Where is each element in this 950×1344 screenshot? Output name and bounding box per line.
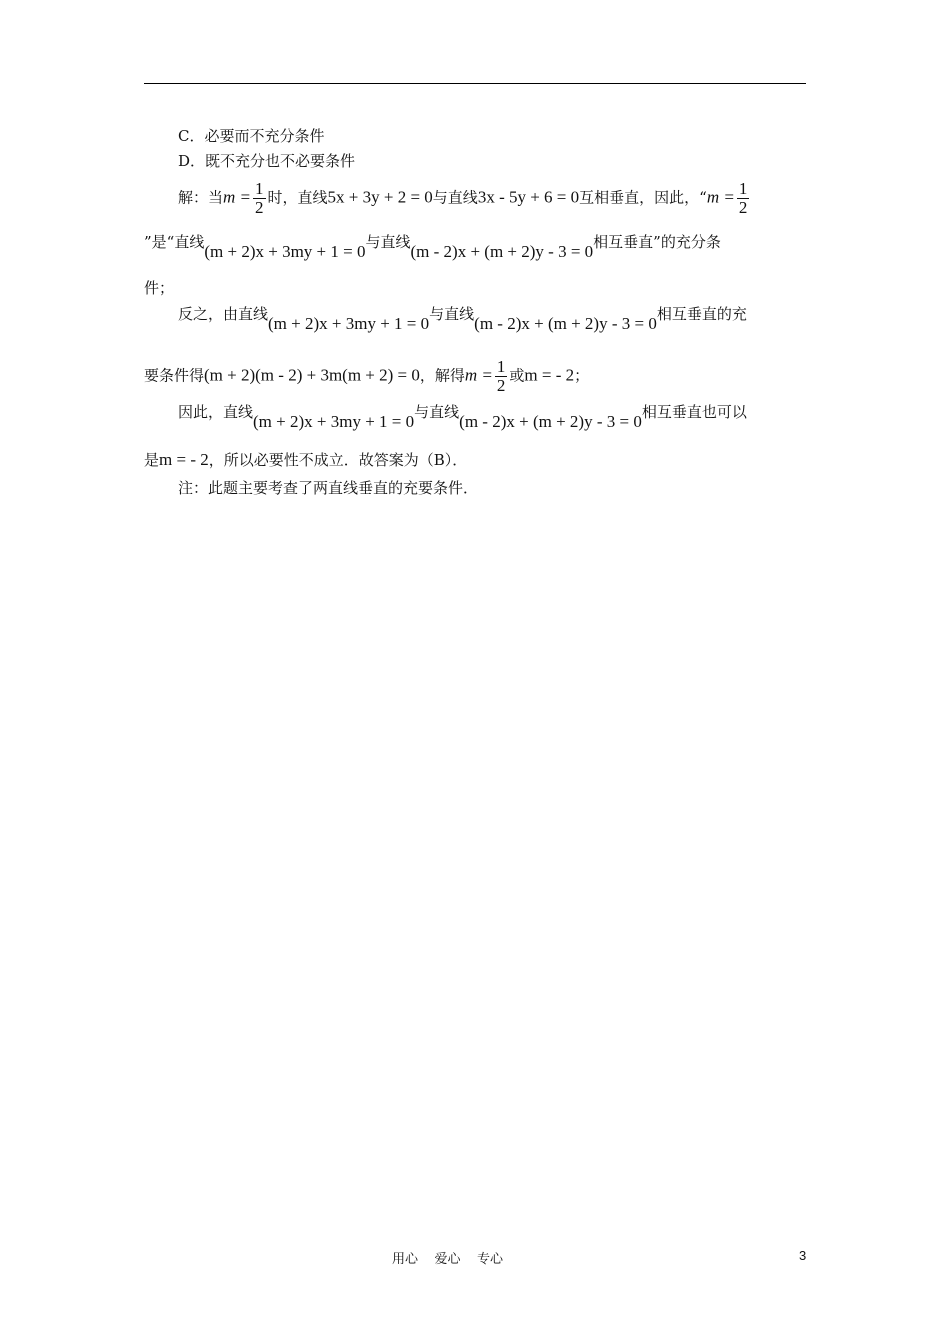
equation-b: (m - 2)x + (m + 2)y - 3 = 0 (459, 412, 642, 431)
fraction-numerator: 1 (496, 357, 506, 376)
equation-b: (m - 2)x + (m + 2)y - 3 = 0 (474, 314, 657, 333)
text: 与直线 (414, 403, 460, 421)
equation-b: (m - 2)x + (m + 2)y - 3 = 0 (410, 242, 594, 261)
text: 是 (144, 451, 160, 469)
text: 因此，直线 (178, 403, 254, 421)
solution-line-6 (178, 402, 747, 431)
equation-a: (m + 2)x + 3my + 1 = 0 (268, 314, 430, 333)
option-c: C．必要而不充分条件 (178, 127, 325, 145)
equation-a: (m + 2)x + 3my + 1 = 0 (204, 242, 366, 261)
header-rule (144, 83, 806, 84)
solution-line-5 (144, 358, 589, 395)
equation-product: (m + 2)(m - 2) + 3m(m + 2) = 0 (204, 365, 420, 385)
fraction-one-half (737, 180, 750, 217)
m-equals: m = (464, 365, 493, 385)
text: 与直线 (365, 233, 411, 251)
text: 或 (509, 366, 525, 385)
text: 互相垂直，因此，“ (579, 188, 707, 207)
equation-m-neg2: m = - 2 (159, 450, 209, 469)
option-d: D．既不充分也不必要条件 (178, 152, 356, 170)
fraction-denominator: 2 (255, 198, 264, 217)
equation-m-neg2: m = - 2 (524, 365, 575, 385)
text: 时，直线 (267, 188, 328, 207)
equation-line-2: 3x - 5y + 6 = 0 (477, 187, 580, 207)
equation-a: (m + 2)x + 3my + 1 = 0 (253, 412, 415, 431)
text: ，所以必要性不成立．故答案为（B）． (208, 451, 468, 469)
solution-line-3: 件； (144, 279, 175, 297)
solution-line-1 (178, 180, 751, 217)
m-equals: m = (223, 187, 252, 207)
solution-prefix: 解：当 (178, 188, 224, 207)
solution-line-7 (144, 450, 467, 470)
fraction-one-half (495, 358, 508, 395)
m-equals: m = (706, 187, 735, 207)
equation-line-1: 5x + 3y + 2 = 0 (327, 187, 433, 207)
text: 与直线 (432, 188, 478, 207)
fraction-denominator: 2 (496, 376, 506, 395)
text: ”是“直线 (144, 233, 205, 251)
fraction-numerator: 1 (255, 179, 264, 198)
text: 要条件得 (144, 366, 205, 385)
text: 反之，由直线 (178, 305, 269, 323)
solution-line-2 (144, 232, 721, 261)
fraction-one-half (253, 180, 266, 217)
text: ； (574, 366, 590, 385)
fraction-numerator: 1 (738, 179, 748, 198)
text: 与直线 (429, 305, 475, 323)
text: 相互垂直”的充分条 (593, 233, 721, 251)
fraction-denominator: 2 (738, 198, 748, 217)
text: 相互垂直也可以 (641, 403, 747, 421)
page-number: 3 (799, 1248, 807, 1263)
note-line: 注：此题主要考查了两直线垂直的充要条件． (178, 479, 479, 497)
text: ，解得 (419, 366, 465, 385)
text: 相互垂直的充 (656, 305, 747, 323)
footer-motto: 用心 爱心 专心 (392, 1252, 504, 1267)
solution-line-4 (178, 304, 747, 333)
